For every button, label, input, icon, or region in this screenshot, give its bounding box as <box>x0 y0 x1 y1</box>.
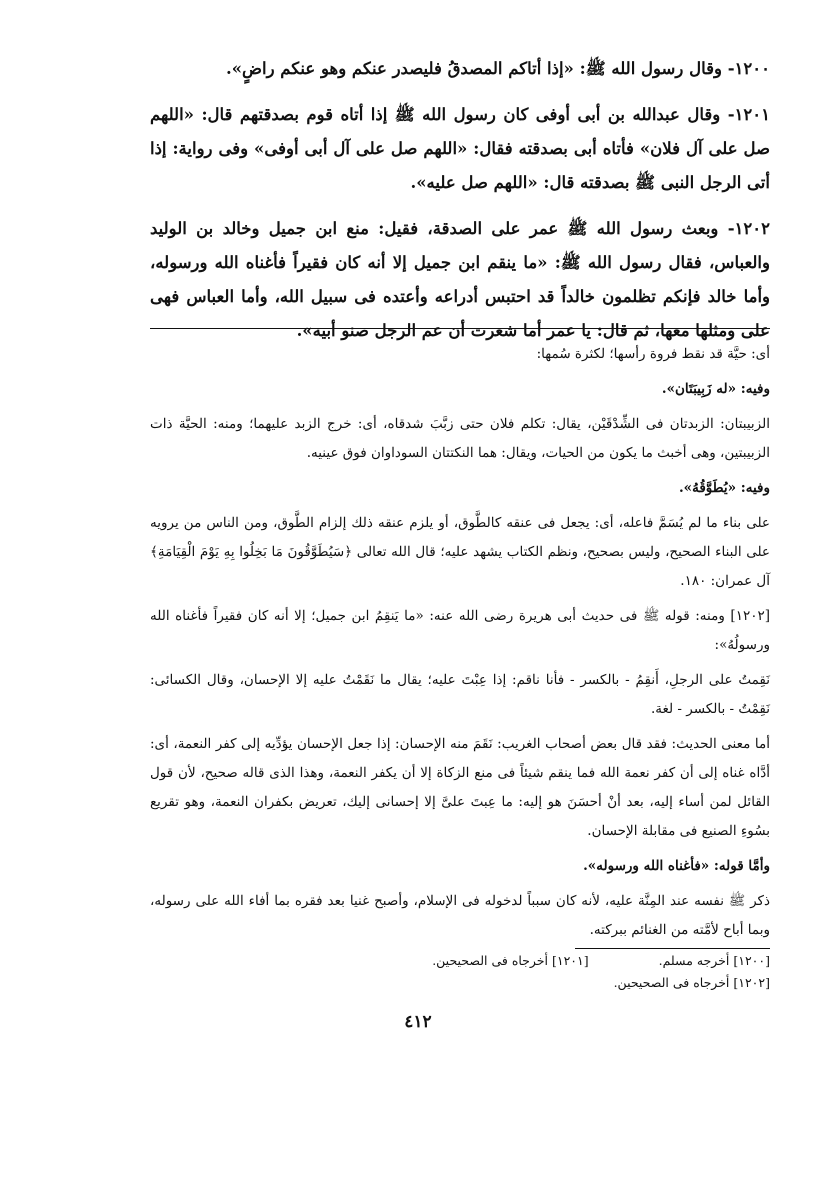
footnote-1200: [١٢٠٠] أخرجه مسلم. <box>658 953 770 968</box>
commentary-heading: وأمَّا قوله: «فأغناه الله ورسوله». <box>583 858 770 874</box>
page-number: ٤١٢ <box>404 1012 432 1032</box>
footnote-1202: [١٢٠٢] أخرجاه فى الصحيحين. <box>613 975 770 990</box>
hadith-section <box>150 52 770 360</box>
commentary-paragraph: على بناء ما لم يُسَمَّ فاعله، أى: يجعل فى عنقه كالطَّوق، أو يلزم عنقه ذلك إلزام الطَّوق، ومن الناس من يرويه على البناء الصحيح، وليس بصحيح، ونظم الكتاب يشهد عليه؛ قال الله تعالى ﴿سَيُطَوَّقُونَ مَا بَخِلُوا بِهِ يَوْمَ الْقِيَامَةِ﴾ آل عمران: ١٨٠. <box>150 515 770 589</box>
section-divider <box>150 328 770 329</box>
commentary-heading: وفيه: «له زَبِيبَتَان». <box>661 381 770 397</box>
commentary-heading: وفيه: «يُطَوَّقُهُ». <box>678 480 770 496</box>
commentary-paragraph: أى: حيَّة قد نقط فروة رأسها؛ لكثرة سُمها: <box>536 346 770 362</box>
footnote-row <box>150 972 770 994</box>
commentary-paragraph: نَقِمتُ على الرجلِ، أَنقِمُ - بالكسر - فأنا ناقم: إذا عِبْتَ عليه؛ يقال ما نَقَمْتُ عليه إلا الإحسان، وقال الكسائى: نَقِمْتُ - بالكسر - لغة. <box>150 672 770 717</box>
commentary-section <box>150 340 770 951</box>
commentary-paragraph: أما معنى الحديث: فقد قال بعض أصحاب الغريب: نَقَمَ منه الإحسان: إذا جعل الإحسان يؤدِّيه إلى كفر النعمة، أى: أدَّاه غناه إلى أن كفر نعمة الله فما ينقم شيئاً فى منع الزكاة إلا أن يكفر النعمة، وهذا الذى قاله صحيح، لأن قول القائل لمن أساء إليه، بعد أنْ أحسَنَ هو إليه: ما عِبتَ علىَّ إلا إحسانى إليك، تعريض بكفران النعمة، وهو تقريع بسُوءِ الصنيع فى مقابلة الإحسان. <box>150 736 770 839</box>
footnotes <box>150 950 770 994</box>
hadith-1200: ١٢٠٠- وقال رسول الله ﷺ: «إذا أتاكم المصدقُ فليصدر عنكم وهو عنكم راضٍ». <box>226 59 770 78</box>
commentary-paragraph: ذكر ﷺ نفسه عند المِنَّة عليه، لأنه كان سبباً لدخوله فى الإسلام، وأصبح غنيا بعد فقره بما أفاء الله على رسوله، وبما أباح لأمَّته من الغنائم ببركته. <box>150 893 770 938</box>
commentary-paragraph: [١٢٠٢] ومنه: قوله ﷺ فى حديث أبى هريرة رضى الله عنه: «ما يَنقِمُ ابن جميل؛ إلا أنه كان فقيراً فأغناه الله ورسولُهُ»: <box>150 608 770 653</box>
commentary-paragraph: الزبيبتان: الزبدتان فى الشِّدْقَيْن، يقال: تكلم فلان حتى زبَّبَ شدقاه، أى: خرج الزبد عليهما؛ ومنه: الحيَّة ذات الزبيبتين، وهى أخبث ما يكون من الحيات، ويقال: هما النكتتان السوداوان فوق عينيه. <box>150 416 770 461</box>
footnote-1201: [١٢٠١] أخرجاه فى الصحيحين. <box>432 953 589 968</box>
footnote-row <box>150 950 770 972</box>
hadith-1201: ١٢٠١- وقال عبدالله بن أبى أوفى كان رسول الله ﷺ إذا أتاه قوم بصدقتهم قال: «اللهم صل على آل فلان» فأتاه أبى بصدقته فقال: «اللهم صل على آل أبى أوفى» وفى رواية: إذا أتى الرجل النبى ﷺ بصدقته قال: «اللهم صل عليه». <box>150 105 770 192</box>
hadith-1202: ١٢٠٢- وبعث رسول الله ﷺ عمر على الصدقة، فقيل: منع ابن جميل وخالد بن الوليد والعباس، فقال رسول الله ﷺ: «ما ينقم ابن جميل إلا أنه كان فقيراً فأغناه الله ورسوله، وأما خالد فإنكم تظلمون خالداً قد احتبس أدراعه وأعتده فى سبيل الله، وأما العباس فهى على ومثلها معها، ثم قال: يا عمر أما شعرت أن عم الرجل صنو أبيه». <box>150 219 770 340</box>
footnote-divider <box>575 948 770 949</box>
